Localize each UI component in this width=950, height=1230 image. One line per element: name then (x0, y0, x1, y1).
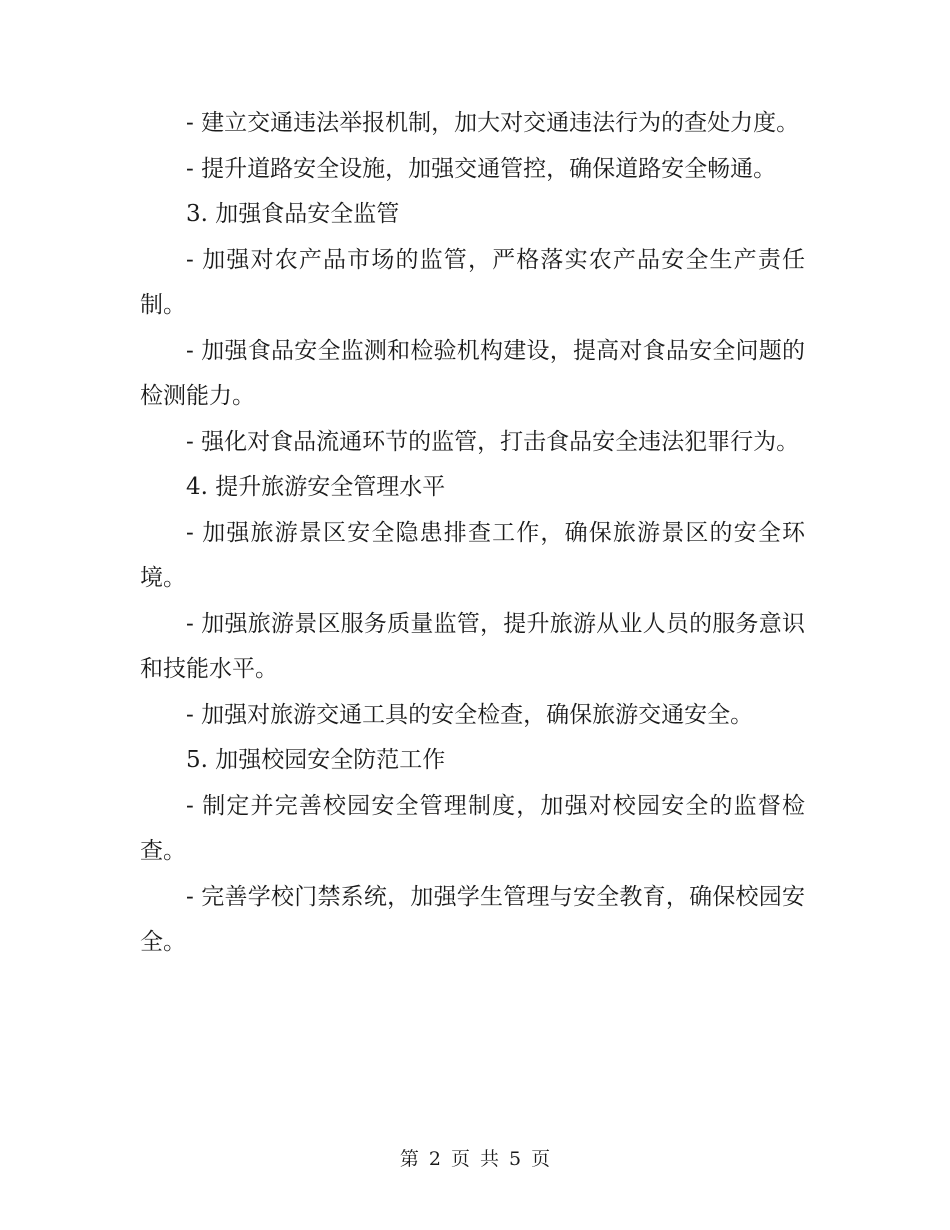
paragraph-food-testing: - 加强食品安全监测和检验机构建设，提高对食品安全问题的检测能力。 (140, 337, 805, 409)
paragraph-road-safety: - 提升道路安全设施，加强交通管控，确保道路安全畅通。 (186, 155, 777, 182)
section-heading-food-safety: 3. 加强食品安全监管 (186, 201, 400, 227)
paragraph-agri-market: - 加强对农产品市场的监管，严格落实农产品安全生产责任制。 (140, 246, 805, 318)
document-body (140, 101, 805, 966)
section-heading-tourism-safety: 4. 提升旅游安全管理水平 (186, 474, 446, 500)
section-heading-campus-safety: 5. 加强校园安全防范工作 (186, 747, 446, 773)
paragraph-traffic-reporting: - 建立交通违法举报机制，加大对交通违法行为的查处力度。 (186, 110, 800, 136)
paragraph-campus-access: - 完善学校门禁系统，加强学生管理与安全教育，确保校园安全。 (140, 883, 805, 955)
paragraph-tourism-transport: - 加强对旅游交通工具的安全检查，确保旅游交通安全。 (186, 701, 754, 728)
paragraph-scenic-service: - 加强旅游景区服务质量监管，提升旅游从业人员的服务意识和技能水平。 (140, 610, 805, 682)
paragraph-food-circulation: - 强化对食品流通环节的监管，打击食品安全违法犯罪行为。 (186, 428, 800, 455)
paragraph-campus-rules: - 制定并完善校园安全管理制度，加强对校园安全的监督检查。 (140, 792, 805, 864)
paragraph-scenic-hazards: - 加强旅游景区安全隐患排查工作，确保旅游景区的安全环境。 (140, 519, 805, 591)
page-number-footer: 第 2 页 共 5 页 (399, 1148, 551, 1170)
